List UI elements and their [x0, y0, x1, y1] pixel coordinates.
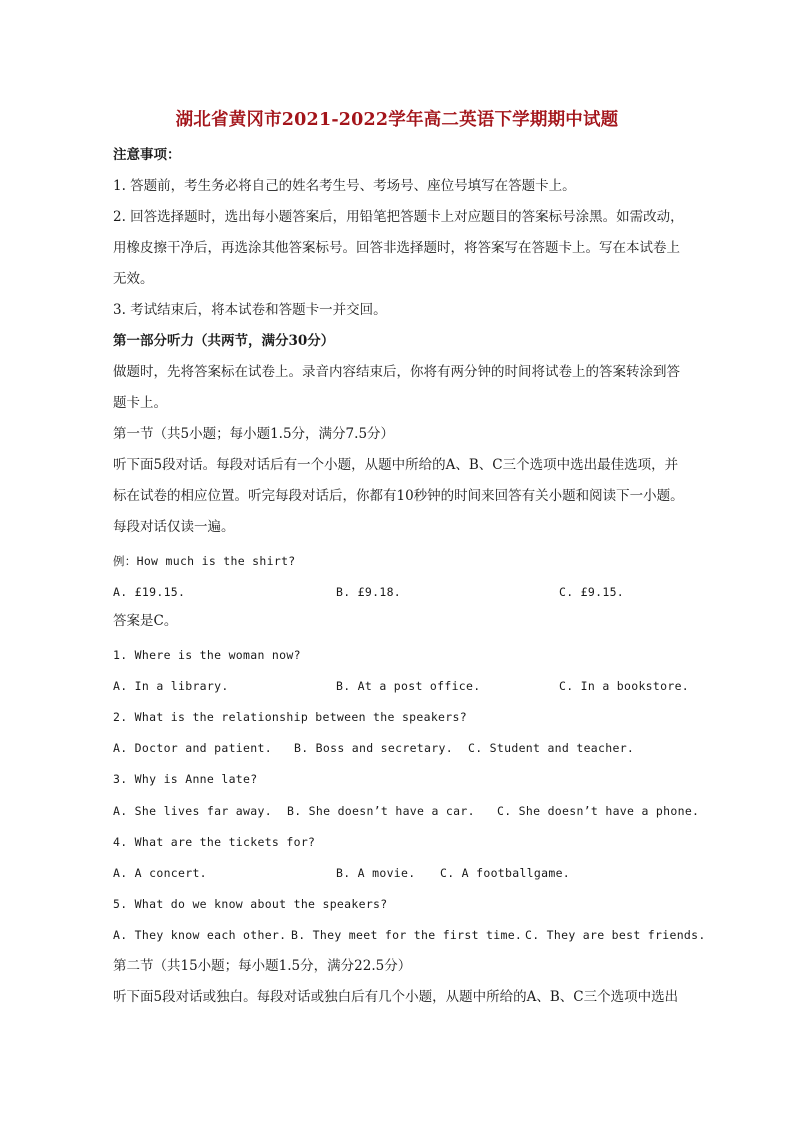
notice-line: 2. 回答选择题时，选出每小题答案后，用铅笔把答题卡上对应题目的答案标号涂黑。如需改动， — [113, 209, 684, 225]
option-a: A. Doctor and patient. — [113, 741, 272, 755]
notice-line: 无效。 — [113, 271, 154, 287]
example-question: 例：How much is the shirt? — [113, 554, 296, 568]
option-b: B. £9.18. — [336, 585, 402, 599]
option-a: A. She lives far away. — [113, 804, 272, 818]
page-title: 湖北省黄冈市2021-2022学年高二英语下学期期中试题 — [175, 110, 619, 130]
section1-intro-line: 每段对话仅读一遍。 — [113, 519, 235, 535]
notice-line: 用橡皮擦干净后，再选涂其他答案标号。回答非选择题时，将答案写在答题卡上。写在本试卷上 — [113, 240, 680, 256]
option-b: B. At a post office. — [336, 679, 481, 693]
question-5: 5. What do we know about the speakers? — [113, 897, 388, 911]
option-a: A. In a library. — [113, 679, 229, 693]
option-c: C. They are best friends. — [525, 928, 706, 942]
option-a: A. £19.15. — [113, 585, 186, 599]
option-b: B. She doesn’t have a car. — [287, 804, 475, 818]
section1-intro-line: 听下面5段对话。每段对话后有一个小题，从题中所给的A、B、C三个选项中选出最佳选项，并 — [113, 457, 679, 473]
section1-intro-line: 标在试卷的相应位置。听完每段对话后，你都有10秒钟的时间来回答有关小题和阅读下一小题。 — [113, 488, 684, 504]
option-c: C. In a bookstore. — [559, 679, 690, 693]
part1-intro-line: 题卡上。 — [113, 395, 167, 411]
part1-heading: 第一部分听力（共两节，满分30分） — [113, 333, 335, 349]
option-b: B. They meet for the first time. — [291, 928, 523, 942]
option-a: A. They know each other. — [113, 928, 287, 942]
option-c: C. She doesn’t have a phone. — [497, 804, 700, 818]
part1-intro-line: 做题时，先将答案标在试卷上。录音内容结束后，你将有两分钟的时间将试卷上的答案转涂到答 — [113, 364, 680, 380]
notice-line: 1. 答题前，考生务必将自己的姓名考生号、考场号、座位号填写在答题卡上。 — [113, 178, 576, 194]
question-2: 2. What is the relationship between the speakers? — [113, 710, 467, 724]
section1-heading: 第一节（共5小题；每小题1.5分，满分7.5分） — [113, 426, 395, 442]
question-4: 4. What are the tickets for? — [113, 835, 316, 849]
section2-heading: 第二节（共15小题；每小题1.5分，满分22.5分） — [113, 958, 412, 974]
section2-intro-line: 听下面5段对话或独白。每段对话或独白后有几个小题，从题中所给的A、B、C三个选项中选出 — [113, 989, 679, 1005]
question-3: 3. Why is Anne late? — [113, 772, 258, 786]
option-b: B. Boss and secretary. — [294, 741, 453, 755]
question-1: 1. Where is the woman now? — [113, 648, 301, 662]
example-answer: 答案是C。 — [113, 613, 178, 629]
option-c: C. Student and teacher. — [468, 741, 635, 755]
notice-line: 3. 考试结束后，将本试卷和答题卡一并交回。 — [113, 302, 387, 318]
option-b: B. A movie. — [336, 866, 416, 880]
notice-heading: 注意事项： — [113, 147, 181, 163]
option-a: A. A concert. — [113, 866, 207, 880]
option-c: C. A footballgame. — [440, 866, 571, 880]
option-c: C. £9.15. — [559, 585, 625, 599]
